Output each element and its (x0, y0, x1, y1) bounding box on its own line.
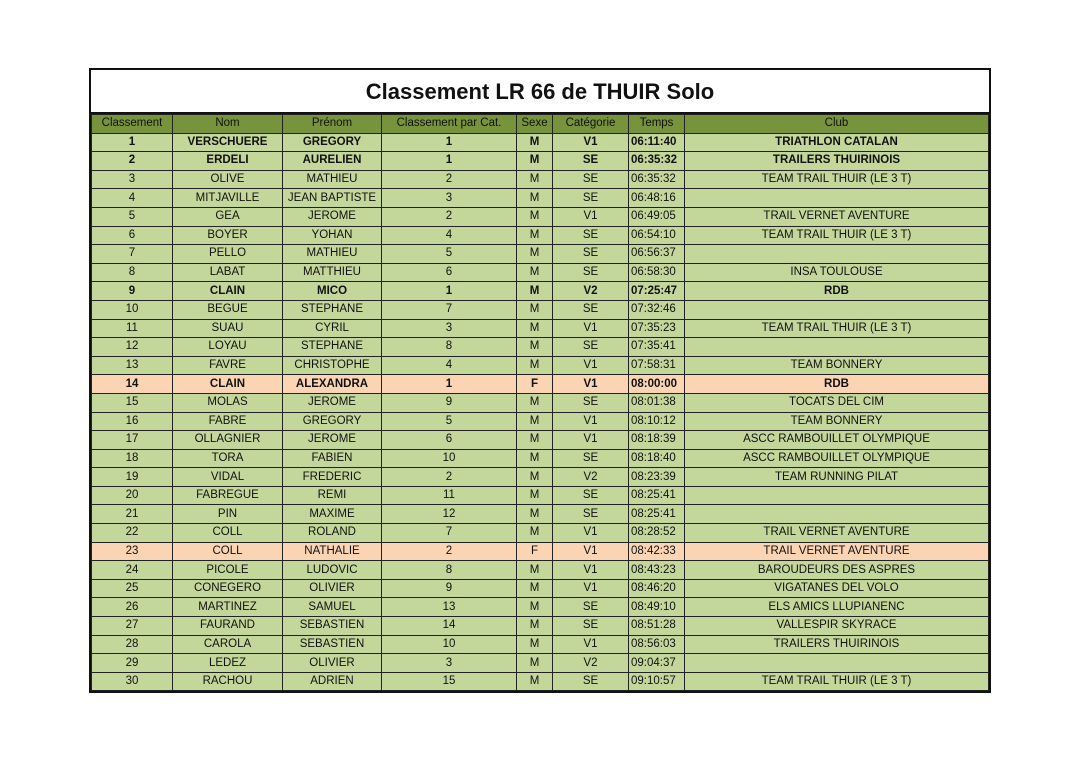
cell-club: TRAIL VERNET AVENTURE (685, 542, 989, 561)
cell-club: INSA TOULOUSE (685, 263, 989, 282)
cell-club: TRAILERS THUIRINOIS (685, 152, 989, 171)
cell-rank: 30 (92, 672, 173, 691)
cell-rank-cat: 7 (382, 300, 517, 319)
cell-sexe: M (517, 449, 553, 468)
cell-categorie: V1 (553, 561, 629, 580)
table-row (92, 226, 989, 245)
cell-sexe: M (517, 170, 553, 189)
results-table (91, 114, 989, 691)
cell-prenom: ALEXANDRA (283, 375, 382, 394)
cell-club: TEAM TRAIL THUIR (LE 3 T) (685, 170, 989, 189)
cell-temps: 08:01:38 (629, 393, 685, 412)
cell-club: TOCATS DEL CIM (685, 393, 989, 412)
cell-club: ASCC RAMBOUILLET OLYMPIQUE (685, 431, 989, 450)
cell-prenom: YOHAN (283, 226, 382, 245)
cell-temps: 08:18:40 (629, 449, 685, 468)
cell-club: ASCC RAMBOUILLET OLYMPIQUE (685, 449, 989, 468)
cell-sexe: M (517, 486, 553, 505)
cell-club: TEAM BONNERY (685, 356, 989, 375)
cell-sexe: M (517, 133, 553, 152)
cell-prenom: JEROME (283, 393, 382, 412)
cell-categorie: V1 (553, 319, 629, 338)
cell-nom: LOYAU (173, 338, 283, 357)
cell-categorie: V1 (553, 635, 629, 654)
cell-rank: 24 (92, 561, 173, 580)
cell-categorie: SE (553, 263, 629, 282)
cell-prenom: GREGORY (283, 412, 382, 431)
cell-rank: 23 (92, 542, 173, 561)
cell-categorie: V1 (553, 412, 629, 431)
cell-nom: ERDELI (173, 152, 283, 171)
table-row (92, 431, 989, 450)
cell-sexe: M (517, 431, 553, 450)
cell-sexe: M (517, 189, 553, 208)
cell-sexe: M (517, 635, 553, 654)
table-row (92, 449, 989, 468)
cell-sexe: M (517, 338, 553, 357)
cell-sexe: M (517, 263, 553, 282)
cell-nom: PICOLE (173, 561, 283, 580)
cell-prenom: MATHIEU (283, 170, 382, 189)
cell-club: TEAM RUNNING PILAT (685, 468, 989, 487)
cell-temps: 08:46:20 (629, 579, 685, 598)
cell-temps: 07:35:23 (629, 319, 685, 338)
cell-club: TEAM TRAIL THUIR (LE 3 T) (685, 672, 989, 691)
cell-nom: OLIVE (173, 170, 283, 189)
cell-rank: 29 (92, 654, 173, 673)
cell-prenom: ROLAND (283, 524, 382, 543)
cell-prenom: FABIEN (283, 449, 382, 468)
cell-nom: FABREGUE (173, 486, 283, 505)
table-row (92, 542, 989, 561)
cell-categorie: SE (553, 226, 629, 245)
cell-rank-cat: 5 (382, 412, 517, 431)
cell-sexe: F (517, 375, 553, 394)
table-row (92, 393, 989, 412)
table-row (92, 598, 989, 617)
cell-categorie: SE (553, 505, 629, 524)
cell-sexe: M (517, 393, 553, 412)
cell-sexe: M (517, 672, 553, 691)
cell-rank-cat: 2 (382, 170, 517, 189)
cell-rank-cat: 14 (382, 617, 517, 636)
table-row (92, 319, 989, 338)
table-row (92, 579, 989, 598)
cell-nom: BEGUE (173, 300, 283, 319)
page-title: Classement LR 66 de THUIR Solo (91, 70, 989, 114)
cell-rank: 1 (92, 133, 173, 152)
cell-nom: FAURAND (173, 617, 283, 636)
cell-prenom: OLIVIER (283, 579, 382, 598)
cell-categorie: V2 (553, 654, 629, 673)
cell-prenom: MATTHIEU (283, 263, 382, 282)
cell-temps: 08:51:28 (629, 617, 685, 636)
cell-club (685, 245, 989, 264)
cell-temps: 08:25:41 (629, 505, 685, 524)
cell-rank: 10 (92, 300, 173, 319)
cell-rank: 22 (92, 524, 173, 543)
cell-temps: 08:56:03 (629, 635, 685, 654)
cell-club: ELS AMICS LLUPIANENC (685, 598, 989, 617)
cell-sexe: M (517, 207, 553, 226)
cell-nom: FABRE (173, 412, 283, 431)
cell-nom: MITJAVILLE (173, 189, 283, 208)
cell-rank: 21 (92, 505, 173, 524)
cell-rank-cat: 13 (382, 598, 517, 617)
table-row (92, 189, 989, 208)
cell-rank-cat: 6 (382, 431, 517, 450)
cell-nom: RACHOU (173, 672, 283, 691)
cell-temps: 08:28:52 (629, 524, 685, 543)
cell-nom: TORA (173, 449, 283, 468)
cell-temps: 06:48:16 (629, 189, 685, 208)
table-row (92, 338, 989, 357)
cell-rank-cat: 1 (382, 133, 517, 152)
cell-prenom: MICO (283, 282, 382, 301)
cell-club: VALLESPIR SKYRACE (685, 617, 989, 636)
cell-club: VIGATANES DEL VOLO (685, 579, 989, 598)
col-club: Club (685, 115, 989, 134)
col-sexe: Sexe (517, 115, 553, 134)
cell-temps: 08:23:39 (629, 468, 685, 487)
cell-rank: 19 (92, 468, 173, 487)
cell-club: TEAM BONNERY (685, 412, 989, 431)
table-row (92, 672, 989, 691)
cell-temps: 08:10:12 (629, 412, 685, 431)
cell-sexe: M (517, 282, 553, 301)
cell-categorie: V1 (553, 542, 629, 561)
table-row (92, 654, 989, 673)
table-row (92, 282, 989, 301)
col-classement: Classement (92, 115, 173, 134)
cell-rank-cat: 12 (382, 505, 517, 524)
cell-club: BAROUDEURS DES ASPRES (685, 561, 989, 580)
cell-club: TEAM TRAIL THUIR (LE 3 T) (685, 319, 989, 338)
cell-prenom: MATHIEU (283, 245, 382, 264)
cell-sexe: M (517, 245, 553, 264)
cell-club (685, 338, 989, 357)
cell-rank: 13 (92, 356, 173, 375)
cell-prenom: SAMUEL (283, 598, 382, 617)
cell-categorie: SE (553, 486, 629, 505)
cell-rank-cat: 3 (382, 654, 517, 673)
table-row (92, 505, 989, 524)
cell-club: TRAIL VERNET AVENTURE (685, 207, 989, 226)
cell-temps: 06:49:05 (629, 207, 685, 226)
cell-categorie: SE (553, 170, 629, 189)
cell-rank-cat: 9 (382, 579, 517, 598)
cell-rank-cat: 3 (382, 319, 517, 338)
cell-temps: 08:18:39 (629, 431, 685, 450)
cell-sexe: M (517, 468, 553, 487)
cell-prenom: MAXIME (283, 505, 382, 524)
cell-nom: SUAU (173, 319, 283, 338)
cell-temps: 09:10:57 (629, 672, 685, 691)
cell-prenom: ADRIEN (283, 672, 382, 691)
table-row (92, 245, 989, 264)
col-temps: Temps (629, 115, 685, 134)
cell-sexe: M (517, 561, 553, 580)
cell-categorie: V1 (553, 524, 629, 543)
cell-club (685, 654, 989, 673)
cell-rank: 15 (92, 393, 173, 412)
cell-prenom: STEPHANE (283, 300, 382, 319)
cell-categorie: V1 (553, 133, 629, 152)
cell-sexe: M (517, 226, 553, 245)
cell-rank: 9 (92, 282, 173, 301)
cell-rank: 17 (92, 431, 173, 450)
cell-rank: 16 (92, 412, 173, 431)
cell-sexe: M (517, 617, 553, 636)
cell-club: TRAILERS THUIRINOIS (685, 635, 989, 654)
cell-club: TRAIL VERNET AVENTURE (685, 524, 989, 543)
cell-categorie: V2 (553, 468, 629, 487)
cell-temps: 09:04:37 (629, 654, 685, 673)
cell-temps: 06:11:40 (629, 133, 685, 152)
table-row (92, 412, 989, 431)
cell-rank: 25 (92, 579, 173, 598)
cell-rank-cat: 2 (382, 207, 517, 226)
cell-nom: MARTINEZ (173, 598, 283, 617)
table-row (92, 263, 989, 282)
cell-rank-cat: 2 (382, 542, 517, 561)
cell-rank: 27 (92, 617, 173, 636)
cell-temps: 06:54:10 (629, 226, 685, 245)
cell-rank-cat: 15 (382, 672, 517, 691)
col-nom: Nom (173, 115, 283, 134)
cell-temps: 07:32:46 (629, 300, 685, 319)
cell-temps: 06:56:37 (629, 245, 685, 264)
cell-rank: 2 (92, 152, 173, 171)
cell-nom: LABAT (173, 263, 283, 282)
cell-rank-cat: 8 (382, 338, 517, 357)
cell-rank-cat: 10 (382, 449, 517, 468)
cell-nom: CLAIN (173, 375, 283, 394)
cell-nom: COLL (173, 524, 283, 543)
cell-temps: 08:42:33 (629, 542, 685, 561)
table-row (92, 635, 989, 654)
cell-sexe: M (517, 654, 553, 673)
cell-rank: 3 (92, 170, 173, 189)
cell-rank-cat: 1 (382, 152, 517, 171)
table-row (92, 524, 989, 543)
header-row (92, 115, 989, 134)
table-row (92, 468, 989, 487)
cell-rank: 4 (92, 189, 173, 208)
cell-nom: MOLAS (173, 393, 283, 412)
table-row (92, 207, 989, 226)
cell-rank-cat: 5 (382, 245, 517, 264)
table-row (92, 170, 989, 189)
col-prenom: Prénom (283, 115, 382, 134)
cell-prenom: AURELIEN (283, 152, 382, 171)
cell-club (685, 486, 989, 505)
cell-club: TRIATHLON CATALAN (685, 133, 989, 152)
cell-rank-cat: 2 (382, 468, 517, 487)
cell-temps: 08:49:10 (629, 598, 685, 617)
cell-sexe: M (517, 319, 553, 338)
cell-sexe: M (517, 356, 553, 375)
cell-categorie: V2 (553, 282, 629, 301)
results-sheet (89, 68, 991, 693)
cell-rank-cat: 4 (382, 356, 517, 375)
cell-rank: 5 (92, 207, 173, 226)
cell-rank-cat: 9 (382, 393, 517, 412)
table-row (92, 486, 989, 505)
cell-nom: FAVRE (173, 356, 283, 375)
cell-categorie: SE (553, 393, 629, 412)
cell-rank: 8 (92, 263, 173, 282)
table-row (92, 617, 989, 636)
cell-categorie: SE (553, 449, 629, 468)
cell-prenom: SEBASTIEN (283, 635, 382, 654)
cell-club: RDB (685, 375, 989, 394)
cell-rank: 18 (92, 449, 173, 468)
cell-rank-cat: 6 (382, 263, 517, 282)
cell-rank: 7 (92, 245, 173, 264)
cell-prenom: NATHALIE (283, 542, 382, 561)
cell-sexe: M (517, 505, 553, 524)
cell-prenom: FREDERIC (283, 468, 382, 487)
cell-temps: 08:25:41 (629, 486, 685, 505)
col-classement-cat: Classement par Cat. (382, 115, 517, 134)
cell-rank-cat: 1 (382, 375, 517, 394)
cell-rank: 11 (92, 319, 173, 338)
cell-categorie: V1 (553, 375, 629, 394)
table-row (92, 356, 989, 375)
cell-prenom: CHRISTOPHE (283, 356, 382, 375)
cell-nom: OLLAGNIER (173, 431, 283, 450)
cell-prenom: GREGORY (283, 133, 382, 152)
cell-prenom: REMI (283, 486, 382, 505)
cell-temps: 08:00:00 (629, 375, 685, 394)
cell-sexe: M (517, 579, 553, 598)
cell-nom: CLAIN (173, 282, 283, 301)
cell-prenom: OLIVIER (283, 654, 382, 673)
cell-club: TEAM TRAIL THUIR (LE 3 T) (685, 226, 989, 245)
cell-prenom: JEROME (283, 431, 382, 450)
cell-rank-cat: 8 (382, 561, 517, 580)
cell-nom: COLL (173, 542, 283, 561)
cell-temps: 07:25:47 (629, 282, 685, 301)
cell-sexe: F (517, 542, 553, 561)
cell-temps: 08:43:23 (629, 561, 685, 580)
cell-club: RDB (685, 282, 989, 301)
cell-rank-cat: 7 (382, 524, 517, 543)
cell-nom: CONEGERO (173, 579, 283, 598)
cell-categorie: V1 (553, 207, 629, 226)
cell-rank-cat: 11 (382, 486, 517, 505)
cell-prenom: LUDOVIC (283, 561, 382, 580)
cell-rank: 26 (92, 598, 173, 617)
cell-nom: PIN (173, 505, 283, 524)
cell-club (685, 300, 989, 319)
cell-prenom: STEPHANE (283, 338, 382, 357)
cell-prenom: JEROME (283, 207, 382, 226)
cell-nom: VIDAL (173, 468, 283, 487)
cell-temps: 07:35:41 (629, 338, 685, 357)
cell-rank-cat: 1 (382, 282, 517, 301)
cell-temps: 06:58:30 (629, 263, 685, 282)
cell-temps: 06:35:32 (629, 152, 685, 171)
cell-rank: 6 (92, 226, 173, 245)
cell-nom: CAROLA (173, 635, 283, 654)
cell-rank: 20 (92, 486, 173, 505)
table-row (92, 133, 989, 152)
cell-categorie: V1 (553, 579, 629, 598)
cell-nom: GEA (173, 207, 283, 226)
cell-nom: LEDEZ (173, 654, 283, 673)
cell-nom: BOYER (173, 226, 283, 245)
cell-prenom: SEBASTIEN (283, 617, 382, 636)
cell-categorie: SE (553, 598, 629, 617)
cell-prenom: JEAN BAPTISTE (283, 189, 382, 208)
cell-categorie: SE (553, 189, 629, 208)
cell-sexe: M (517, 412, 553, 431)
cell-sexe: M (517, 300, 553, 319)
cell-categorie: V1 (553, 356, 629, 375)
cell-categorie: SE (553, 617, 629, 636)
table-row (92, 300, 989, 319)
cell-rank: 14 (92, 375, 173, 394)
cell-rank-cat: 10 (382, 635, 517, 654)
cell-rank-cat: 3 (382, 189, 517, 208)
table-row (92, 375, 989, 394)
table-row (92, 152, 989, 171)
cell-categorie: SE (553, 672, 629, 691)
cell-categorie: V1 (553, 431, 629, 450)
cell-rank: 12 (92, 338, 173, 357)
cell-club (685, 189, 989, 208)
cell-sexe: M (517, 598, 553, 617)
cell-nom: PELLO (173, 245, 283, 264)
cell-prenom: CYRIL (283, 319, 382, 338)
cell-categorie: SE (553, 245, 629, 264)
cell-nom: VERSCHUERE (173, 133, 283, 152)
cell-categorie: SE (553, 300, 629, 319)
cell-temps: 06:35:32 (629, 170, 685, 189)
table-row (92, 561, 989, 580)
cell-categorie: SE (553, 338, 629, 357)
cell-rank: 28 (92, 635, 173, 654)
cell-sexe: M (517, 524, 553, 543)
cell-sexe: M (517, 152, 553, 171)
cell-categorie: SE (553, 152, 629, 171)
col-categorie: Catégorie (553, 115, 629, 134)
cell-temps: 07:58:31 (629, 356, 685, 375)
cell-rank-cat: 4 (382, 226, 517, 245)
cell-club (685, 505, 989, 524)
